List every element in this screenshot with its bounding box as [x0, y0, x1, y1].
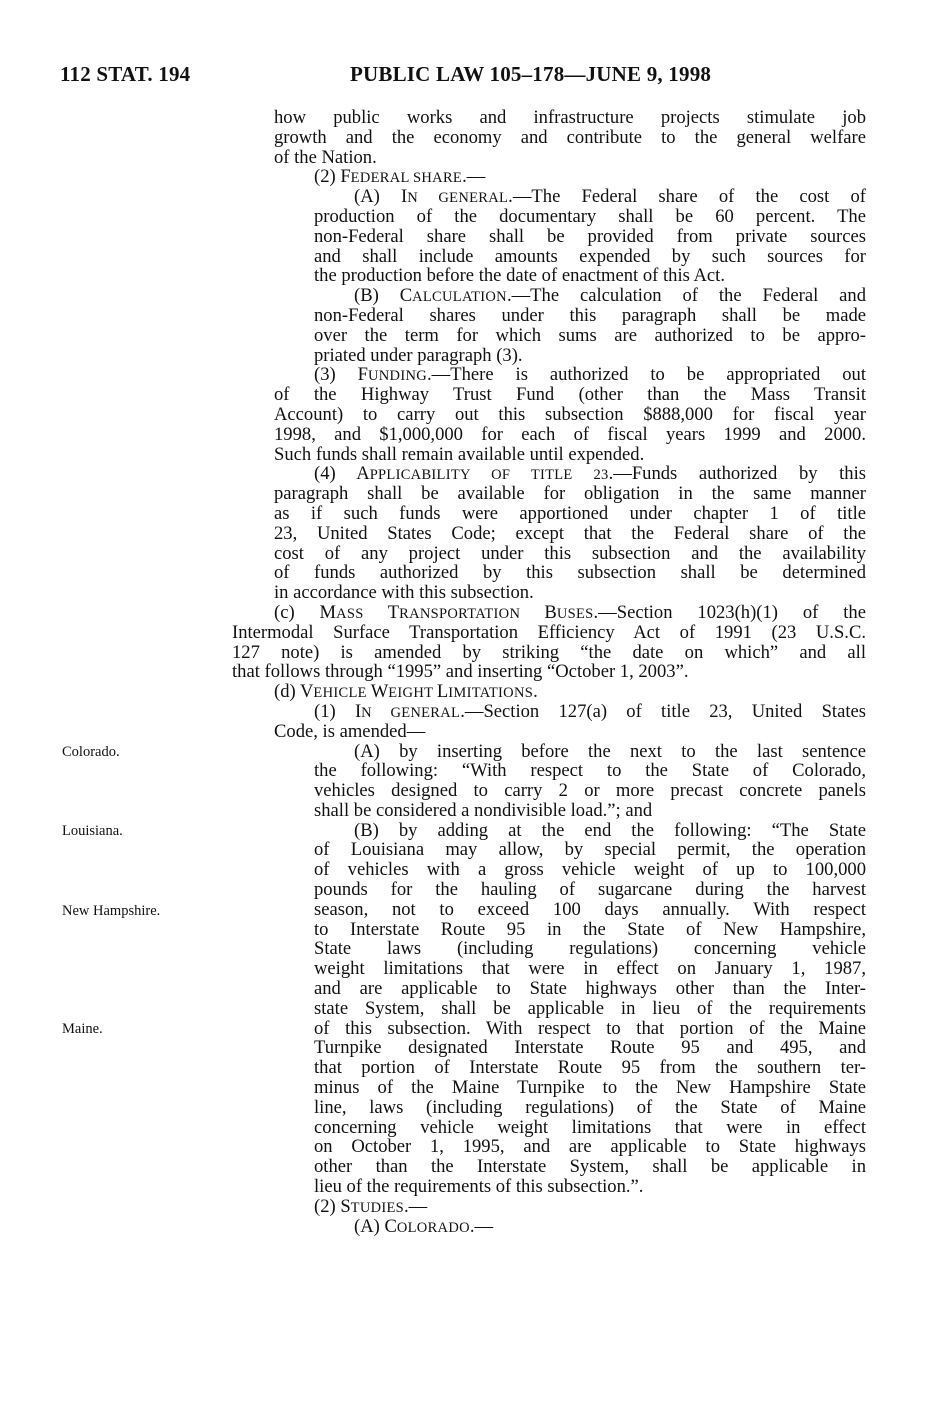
text-run: .—Section 127(a) of title 23, United States [460, 700, 866, 722]
text-run: B [544, 601, 557, 623]
text-run: production of the documentary shall be 60 percent. The [314, 205, 866, 227]
margin-note-new-hampshire: New Hampshire. [62, 903, 161, 919]
text-line [232, 286, 866, 306]
text-line [232, 1019, 866, 1039]
text-run: .— [404, 1195, 428, 1217]
text-run: .— [469, 1215, 494, 1237]
text-line [232, 900, 866, 920]
text-run: (B) by adding at the end the following: “The State [354, 819, 866, 841]
text-run: Turnpike designated Interstate Route 95 and 495, and [314, 1037, 866, 1059]
margin-note-louisiana: Louisiana. [62, 823, 123, 839]
text-line [232, 1217, 866, 1237]
text-line [232, 1197, 866, 1217]
small-caps-text: N GENERAL [407, 190, 509, 207]
small-caps-text: TUDIES [350, 1199, 405, 1216]
text-run: non-Federal shares under this paragraph shall be made [314, 304, 866, 326]
text-line [232, 722, 866, 742]
text-run: growth and the economy and contribute to the general welfare [274, 126, 866, 148]
statute-page-number: 112 STAT. 194 [60, 62, 191, 86]
text-line [232, 167, 866, 187]
text-run: minus of the Maine Turnpike to the New Hampshire State [314, 1077, 866, 1099]
text-run: of the Highway Trust Fund (other than the Mass Transit [274, 384, 866, 406]
text-run: (A) C [354, 1215, 397, 1237]
small-caps-text: IMITATIONS [448, 685, 534, 702]
text-line [232, 524, 866, 544]
text-line [232, 1137, 866, 1157]
text-run: T [387, 601, 400, 623]
text-line [232, 346, 866, 366]
text-run: (c) M [274, 601, 337, 623]
small-caps-text: EIGHT [388, 685, 437, 702]
text-line [232, 1177, 866, 1197]
text-run: Such funds shall remain available until expended. [274, 443, 645, 465]
text-run: to Interstate Route 95 in the State of New Hampshire, [314, 918, 866, 940]
text-line [232, 583, 866, 603]
margin-note-colorado: Colorado. [62, 744, 120, 760]
text-line [232, 840, 866, 860]
text-run: .—Section 1023(h)(1) of the [593, 601, 866, 623]
text-line [232, 702, 866, 722]
text-run: cost of any project under this subsection and the availability [274, 542, 866, 564]
text-run: non-Federal share shall be provided from private sources [314, 225, 866, 247]
text-run: .—Funds authorized by this [608, 463, 867, 485]
text-line [232, 306, 866, 326]
text-run: (1) I [314, 700, 362, 722]
text-line [232, 643, 866, 663]
small-caps-text: ASS [336, 605, 388, 622]
text-run: (4) A [314, 463, 370, 485]
text-run: line, laws (including regulations) of the State of Maine [314, 1096, 866, 1118]
text-line [232, 1078, 866, 1098]
text-line [232, 821, 866, 841]
text-line [232, 860, 866, 880]
text-line [232, 920, 866, 940]
text-run: weight limitations that were in effect on January 1, 1987, [314, 958, 866, 980]
text-run: (B) C [354, 285, 413, 307]
text-run: and shall include amounts expended by such sources for [314, 245, 866, 267]
text-line [232, 405, 866, 425]
text-run: that portion of Interstate Route 95 from the southern ter- [314, 1057, 866, 1079]
small-caps-text: OLORADO [396, 1219, 470, 1236]
text-line [232, 1098, 866, 1118]
text-line [232, 761, 866, 781]
text-line [232, 1118, 866, 1138]
text-line [232, 959, 866, 979]
text-run: season, not to exceed 100 days annually. With respect [314, 898, 866, 920]
text-run: (A) by inserting before the next to the last sentence [354, 740, 866, 762]
text-line [232, 999, 866, 1019]
text-line [232, 801, 866, 821]
text-line [232, 148, 866, 168]
small-caps-text: EHICLE [313, 685, 371, 702]
text-line [232, 326, 866, 346]
text-run: in accordance with this subsection. [274, 582, 534, 604]
text-line [232, 385, 866, 405]
text-line [232, 247, 866, 267]
text-line [232, 682, 866, 702]
text-run: over the term for which sums are authorized to be appro- [314, 324, 866, 346]
text-line [232, 662, 866, 682]
text-run: (d) V [274, 681, 314, 703]
text-run: . [533, 681, 538, 703]
text-run: shall be considered a nondivisible load.”; and [314, 799, 653, 821]
text-line [232, 603, 866, 623]
text-run: Code, is amended— [274, 720, 426, 742]
text-run: Account) to carry out this subsection $888,000 for fiscal year [274, 403, 866, 425]
text-line [232, 484, 866, 504]
text-run: .—The Federal share of the cost of [508, 186, 866, 208]
text-run: vehicles designed to carry 2 or more precast concrete panels [314, 780, 866, 802]
text-run: how public works and infrastructure projects stimulate job [274, 107, 866, 128]
small-caps-text: PPLICABILITY OF TITLE 23 [369, 467, 609, 484]
text-run: the following: “With respect to the State of Colorado, [314, 760, 866, 782]
text-run: 1998, and $1,000,000 for each of fiscal years 1999 and 2000. [274, 423, 866, 445]
text-line [232, 939, 866, 959]
text-run: 127 note) is amended by striking “the date on which” and all [232, 641, 866, 663]
text-run: and are applicable to State highways other than the Inter- [314, 978, 866, 1000]
text-run: paragraph shall be available for obligation in the same manner [274, 483, 866, 505]
text-line [232, 266, 866, 286]
margin-note-maine: Maine. [62, 1021, 103, 1037]
text-line [232, 1058, 866, 1078]
body-text [232, 108, 866, 1236]
text-line [232, 227, 866, 247]
text-run: of Louisiana may allow, by special permit, the operation [314, 839, 866, 861]
public-law-title: PUBLIC LAW 105–178—JUNE 9, 1998 [350, 62, 712, 86]
text-line [232, 464, 866, 484]
text-run: concerning vehicle weight limitations that were in effect [314, 1116, 866, 1138]
text-line [232, 1038, 866, 1058]
text-run: as if such funds were apportioned under chapter 1 of title [274, 502, 866, 524]
text-line [232, 563, 866, 583]
text-line [232, 108, 866, 128]
text-line [232, 880, 866, 900]
small-caps-text: USES [556, 605, 594, 622]
small-caps-text: UNDING [368, 368, 427, 385]
text-line [232, 445, 866, 465]
text-run: of the Nation. [274, 146, 377, 168]
text-run: .—The calculation of the Federal and [506, 285, 867, 307]
text-run: of this subsection. With respect to that portion of the Maine [314, 1017, 866, 1039]
small-caps-text: N GENERAL [361, 704, 461, 721]
text-run: other than the Interstate System, shall be applicable in [314, 1156, 866, 1178]
text-run: (3) F [314, 364, 368, 386]
text-run: Intermodal Surface Transportation Efficiency Act of 1991 (23 U.S.C. [232, 621, 866, 643]
text-line [232, 365, 866, 385]
text-run: 23, United States Code; except that the Federal share of the [274, 522, 866, 544]
text-run: .—There is authorized to be appropriated out [427, 364, 867, 386]
text-line [232, 979, 866, 999]
text-run: (A) I [354, 186, 408, 208]
text-run: of funds authorized by this subsection shall be determined [274, 562, 866, 584]
text-run: of vehicles with a gross vehicle weight of up to 100,000 [314, 859, 866, 881]
text-line [232, 128, 866, 148]
text-line [232, 207, 866, 227]
text-run: that follows through “1995” and inserting “October 1, 2003”. [232, 661, 689, 683]
small-caps-text: RANSPORTATION [399, 605, 545, 622]
text-run: W [370, 681, 389, 703]
text-run: the production before the date of enactment of this Act. [314, 265, 725, 287]
text-line [232, 425, 866, 445]
small-caps-text: ALCULATION [412, 289, 507, 306]
text-run: priated under paragraph (3). [314, 344, 523, 366]
text-line [232, 781, 866, 801]
page-header [0, 62, 948, 92]
text-run: State laws (including regulations) concerning vehicle [314, 938, 866, 960]
text-run: L [436, 681, 449, 703]
text-line [232, 1157, 866, 1177]
text-run: (2) F [314, 166, 351, 188]
text-run: .— [462, 166, 486, 188]
text-line [232, 187, 866, 207]
text-run: pounds for the hauling of sugarcane during the harvest [314, 879, 866, 901]
text-run: on October 1, 1995, and are applicable to State highways [314, 1136, 866, 1158]
text-line [232, 742, 866, 762]
text-line [232, 504, 866, 524]
text-run: (2) S [314, 1195, 351, 1217]
text-run: lieu of the requirements of this subsection.”. [314, 1176, 644, 1198]
text-line [232, 623, 866, 643]
small-caps-text: EDERAL SHARE [350, 170, 463, 187]
text-run: state System, shall be applicable in lieu of the requirements [314, 997, 866, 1019]
text-line [232, 544, 866, 564]
